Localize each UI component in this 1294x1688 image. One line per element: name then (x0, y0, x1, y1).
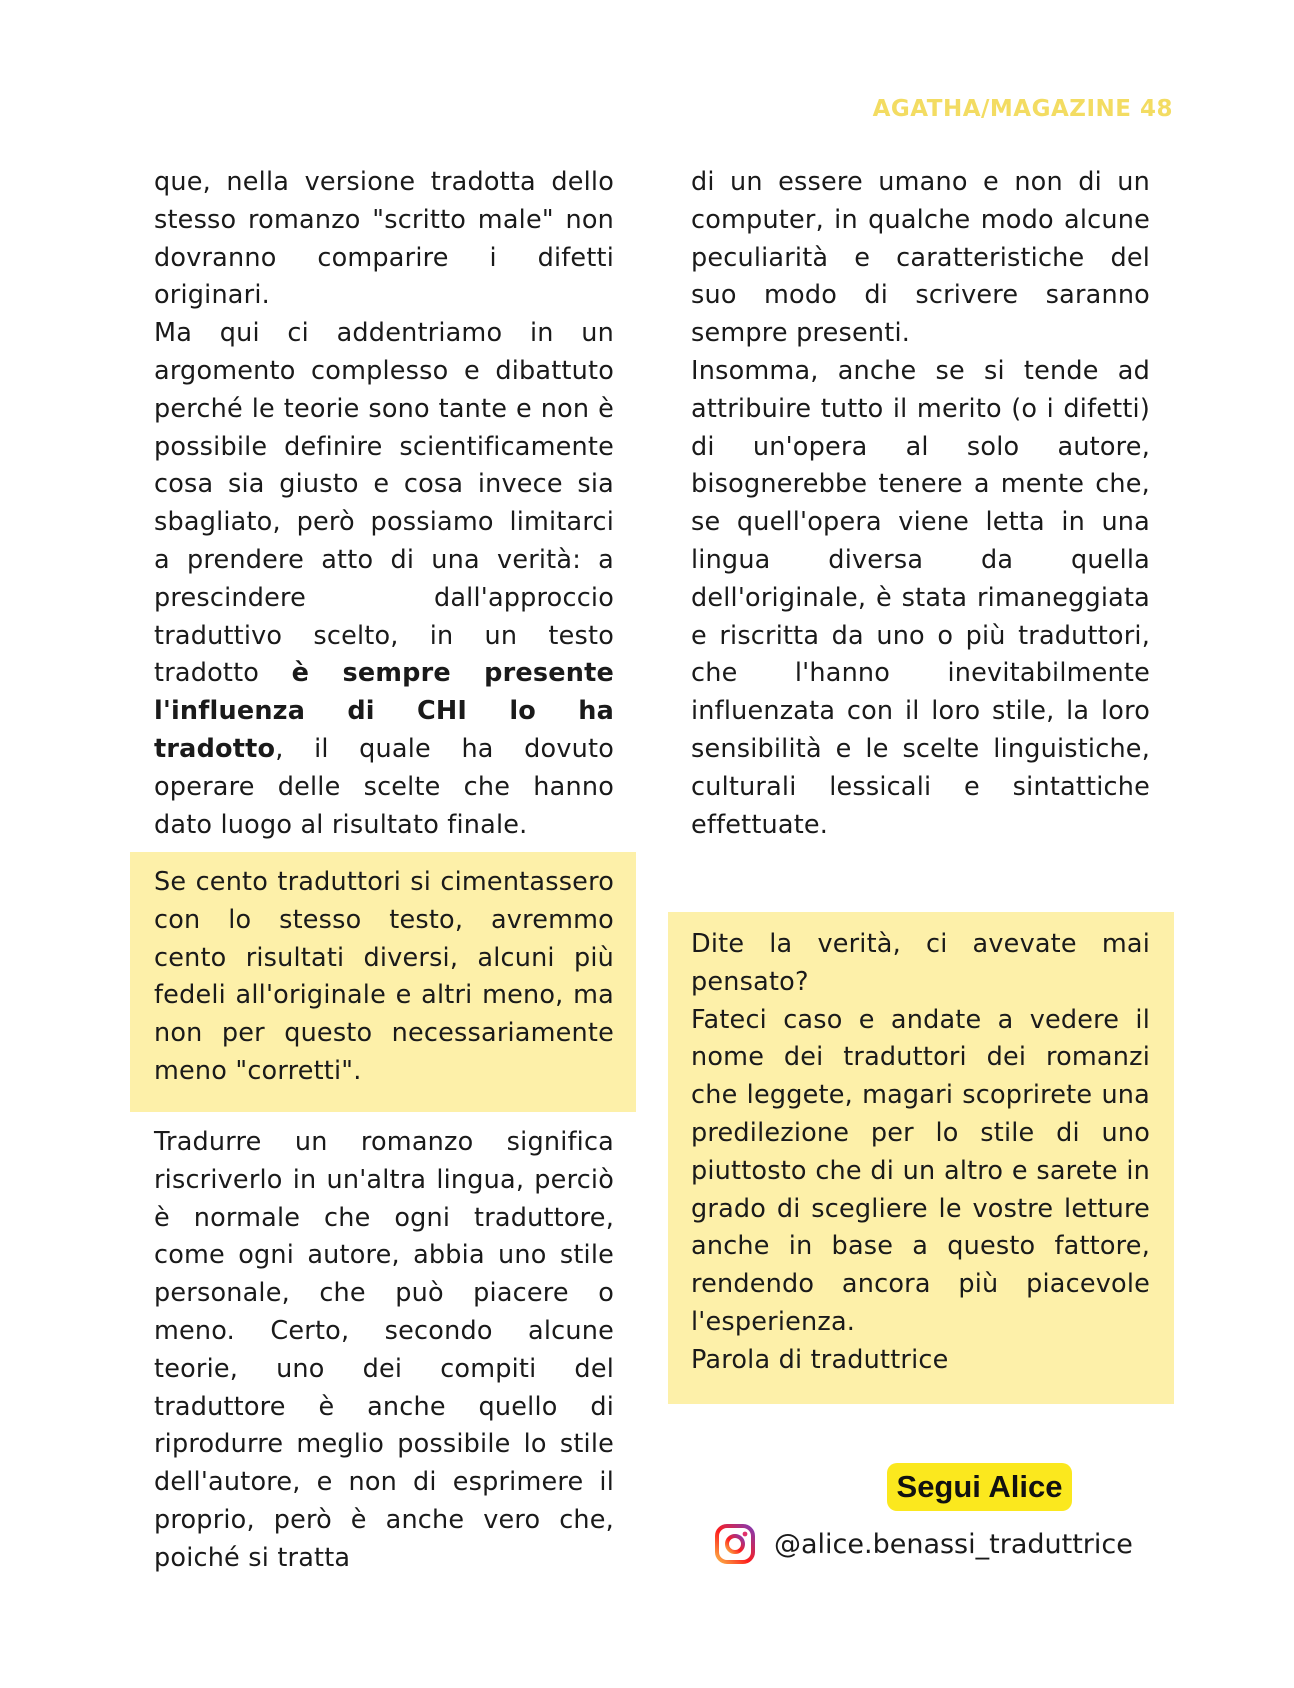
box-paragraph-2: Fateci caso e andate a vedere il nome dei traduttori dei romanzi che leggete, magari scoprirete una predilezione per lo stile di uno piuttosto che di un altro e sarete in grado di scegliere le vostre letture anche in base a questo fattore, rendendo ancora più piacevole l'esperienza. (691, 1004, 1150, 1337)
instagram-handle-row[interactable] (714, 1520, 1133, 1568)
right-column-text (691, 164, 1150, 844)
left-paragraph-2: Ma qui ci addentriamo in un argomento complesso e dibattuto perché le teorie sono tante e non è possibile definire scientificamente cosa sia giusto e cosa invece sia sbagliato, però possiamo limitarci a prendere atto di una verità: a prescindere dall'approccio traduttivo scelto, in un testo tradotto è sempre presente l'influenza di CHI lo ha tradotto, il quale ha dovuto operare delle scelte che hanno dato luogo al risultato finale. (154, 318, 614, 840)
right-paragraph-1: di un essere umano e non di un computer, in qualche modo alcune peculiarità e caratteristiche del suo modo di scrivere saranno sempre presenti. (691, 167, 1150, 349)
box-paragraph-1: Dite la verità, ci avevate mai pensato? (691, 929, 1150, 997)
follow-badge: Segui Alice (887, 1463, 1072, 1511)
instagram-icon (714, 1523, 756, 1565)
right-highlight-box (668, 912, 1174, 1404)
box-paragraph-3: Parola di traduttrice (691, 1344, 949, 1375)
right-paragraph-2: Insomma, anche se si tende ad attribuire tutto il merito (o i difetti) di un'opera al solo autore, bisognerebbe tenere a mente che, se quell'opera viene letta in una lingua diversa da quella dell'originale, è stata rimaneggiata e riscritta da uno o più traduttori, che l'hanno inevitabilmente influenzata con il loro stile, la loro sensibilità e le scelte linguistiche, culturali lessicali e sintattiche effettuate. (691, 355, 1150, 840)
bold-emphasis: è sempre presente l'influenza di CHI lo ha tradotto (154, 658, 614, 764)
magazine-header: AGATHA/MAGAZINE 48 (872, 96, 1173, 122)
left-highlight-box (130, 852, 636, 1112)
instagram-handle[interactable]: @alice.benassi_traduttrice (774, 1528, 1133, 1560)
left-column-bottom-text: Tradurre un romanzo significa riscriverlo in un'altra lingua, perciò è normale che ogni traduttore, come ogni autore, abbia uno stile personale, che può piacere o meno. Certo, secondo alcune teorie, uno dei compiti del traduttore è anche quello di riprodurre meglio possibile lo stile dell'autore, e non di esprimere il proprio, però è anche vero che, poiché si tratta (154, 1127, 614, 1573)
right-highlight-text (691, 926, 1150, 1380)
left-highlight-text: Se cento traduttori si cimentassero con lo stesso testo, avremmo cento risultati diversi, alcuni più fedeli all'originale e altri meno, ma non per questo necessariamente meno "corretti". (154, 867, 614, 1086)
left-column-text (154, 164, 614, 844)
left-paragraph-1: que, nella versione tradotta dello stesso romanzo "scritto male" non dovranno comparire i difetti originari. (154, 167, 614, 311)
